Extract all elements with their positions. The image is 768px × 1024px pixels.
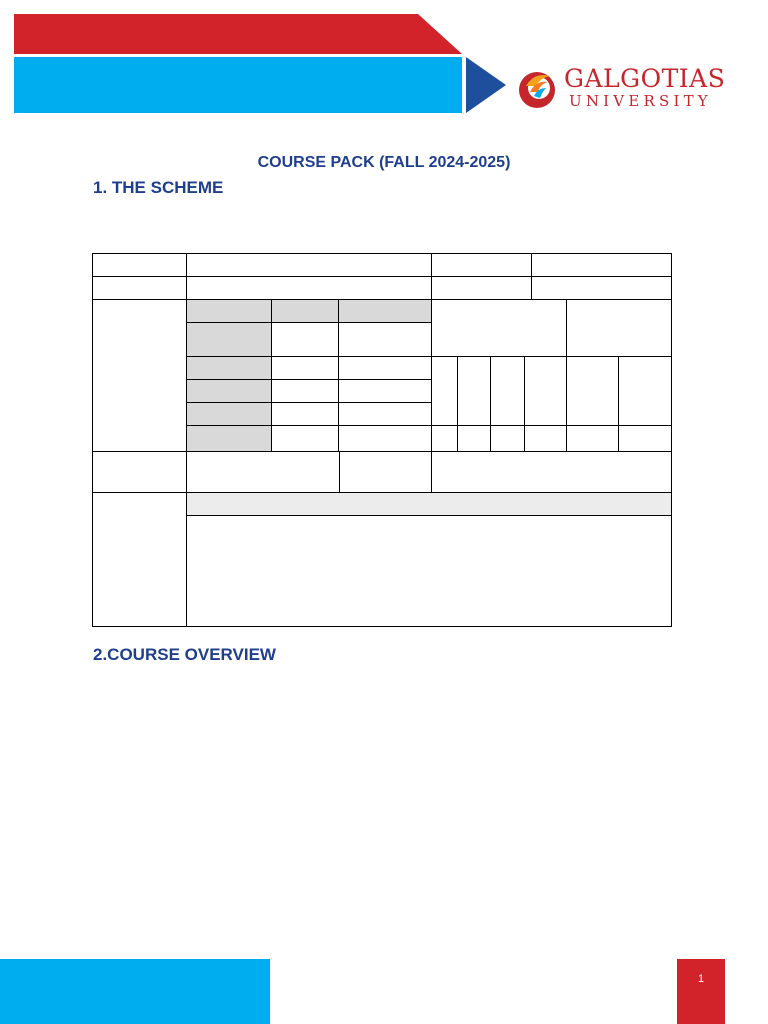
table-cell [338, 402, 432, 426]
logo-wordmark: GALGOTIAS [564, 64, 726, 93]
table-cell [524, 356, 567, 426]
logo-subtitle: UNIVERSITY [569, 92, 712, 110]
table-cell [186, 322, 272, 357]
header-blue-band [14, 57, 462, 113]
table-cell [92, 253, 187, 277]
table-cell [338, 425, 432, 452]
table-cell [457, 356, 491, 426]
table-cell [338, 356, 432, 380]
header-red-band [14, 14, 462, 54]
table-cell [271, 425, 339, 452]
table-cell [618, 425, 672, 452]
table-cell [338, 322, 432, 357]
table-cell [186, 276, 432, 300]
table-cell [186, 451, 340, 493]
table-cell [566, 299, 672, 357]
table-cell [338, 379, 432, 403]
page-number-badge [677, 959, 725, 1024]
table-cell [92, 276, 187, 300]
table-cell [431, 299, 567, 357]
section-heading-overview: 2.COURSE OVERVIEW [93, 645, 276, 664]
table-cell [271, 379, 339, 403]
table-cell [186, 379, 272, 403]
table-cell [490, 356, 525, 426]
table-cell [92, 451, 187, 493]
table-cell [531, 276, 672, 300]
table-cell [524, 425, 567, 452]
table-cell [618, 356, 672, 426]
footer-blue-band [0, 959, 270, 1024]
table-cell [186, 299, 272, 323]
table-cell [271, 322, 339, 357]
table-cell [431, 276, 532, 300]
table-cell [490, 425, 525, 452]
table-cell [186, 356, 272, 380]
university-logo [516, 66, 736, 112]
table-cell [431, 253, 532, 277]
table-cell [457, 425, 491, 452]
logo-swirl-icon [516, 66, 562, 112]
section-heading-scheme: 1. THE SCHEME [93, 178, 224, 197]
table-cell [92, 492, 187, 627]
table-cell [271, 356, 339, 380]
table-cell [271, 299, 339, 323]
table-cell [531, 253, 672, 277]
table-cell [338, 299, 432, 323]
table-cell [186, 253, 432, 277]
table-cell [92, 299, 187, 452]
table-cell [271, 402, 339, 426]
table-cell [186, 492, 672, 516]
table-cell [431, 451, 672, 493]
table-cell [186, 515, 672, 627]
table-cell [431, 356, 458, 426]
table-cell [566, 356, 619, 426]
table-cell [566, 425, 619, 452]
table-cell [431, 425, 458, 452]
page-number: 1 [697, 973, 705, 985]
table-cell [186, 425, 272, 452]
table-cell [186, 402, 272, 426]
header-arrow-icon [466, 57, 506, 113]
table-cell [339, 451, 432, 493]
page-title: COURSE PACK (FALL 2024-2025) [257, 154, 511, 171]
